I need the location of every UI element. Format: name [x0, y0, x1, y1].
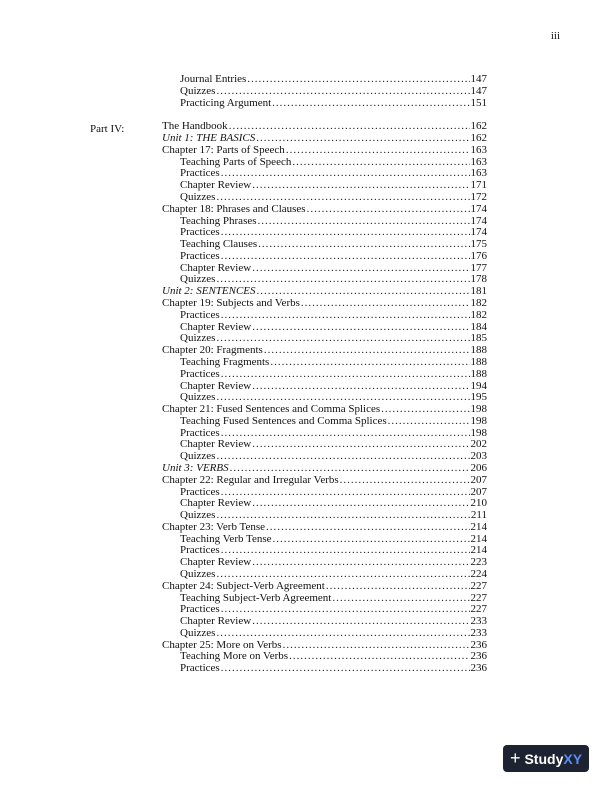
- toc-dot-leader: [258, 215, 470, 227]
- toc-dot-leader: [286, 144, 470, 156]
- toc-entry-page: 210: [470, 497, 487, 510]
- toc-dot-leader: [332, 592, 469, 604]
- toc-entry-page: 188: [470, 344, 487, 357]
- toc-dot-leader: [216, 85, 469, 97]
- toc-entry: [180, 438, 487, 450]
- toc-entry-title: Quizzes: [180, 84, 216, 97]
- toc-entry: [180, 544, 487, 556]
- toc-entry: [180, 427, 487, 439]
- toc-entry: [162, 639, 487, 651]
- toc-entry-title: Unit 3: VERBS: [162, 461, 229, 474]
- toc-entry: [162, 144, 487, 156]
- toc-entry: [180, 321, 487, 333]
- part-label: Part IV:: [90, 123, 125, 135]
- toc-entry-title: Chapter 25: More on Verbs: [162, 638, 282, 651]
- toc-dot-leader: [216, 509, 469, 521]
- toc-entry-title: Practicing Argument: [180, 96, 272, 109]
- toc-entry-page: 172: [470, 191, 487, 204]
- toc-entry-title: Chapter Review: [180, 379, 252, 392]
- toc-entry-page: 214: [470, 532, 487, 545]
- toc-entry-title: Practices: [180, 367, 220, 380]
- toc-entry-title: Teaching Fragments: [180, 355, 270, 368]
- toc-dot-leader: [216, 568, 469, 580]
- toc-dot-leader: [221, 544, 470, 556]
- toc-dot-leader: [252, 321, 469, 333]
- toc-entry-title: Teaching Phrases: [180, 214, 257, 227]
- toc-entry-title: Journal Entries: [180, 73, 247, 85]
- toc-dot-leader: [221, 603, 470, 615]
- toc-dot-leader: [221, 368, 470, 380]
- toc-entry-page: 182: [470, 308, 487, 321]
- toc-entry: [180, 556, 487, 568]
- toc-entry: [180, 662, 487, 674]
- toc-dot-leader: [272, 97, 469, 109]
- toc-dot-leader: [229, 120, 470, 132]
- toc-entry-page: 174: [470, 214, 487, 227]
- toc-entry: [180, 497, 487, 509]
- toc-entry-title: Quizzes: [180, 191, 216, 204]
- toc-entry: [180, 486, 487, 498]
- toc-entry: [162, 521, 487, 533]
- toc-entry-page: 174: [470, 202, 487, 215]
- toc-entry: [180, 250, 487, 262]
- toc-entry-title: Chapter Review: [180, 179, 252, 192]
- toc-entry-title: Practices: [180, 544, 220, 557]
- toc-dot-leader: [252, 262, 469, 274]
- toc-dot-leader: [221, 662, 470, 674]
- toc-entry-page: 175: [470, 238, 487, 251]
- toc-dot-leader: [264, 344, 470, 356]
- toc-dot-leader: [270, 356, 469, 368]
- toc-entry: [180, 309, 487, 321]
- toc-entry-title: Quizzes: [180, 626, 216, 639]
- toc-dot-leader: [340, 474, 470, 486]
- toc-dot-leader: [252, 179, 469, 191]
- toc-dot-leader: [252, 497, 469, 509]
- toc-entry: [162, 462, 487, 474]
- toc-entry-page: 214: [470, 544, 487, 557]
- toc-entry-page: 214: [470, 520, 487, 533]
- toc-entry-page: 176: [470, 249, 487, 262]
- toc-entry-title: Teaching Fused Sentences and Comma Splices: [180, 414, 387, 427]
- toc-entry-title: Teaching Subject-Verb Agreement: [180, 591, 332, 604]
- plus-icon: +: [509, 748, 521, 768]
- toc-entry-page: 162: [470, 132, 487, 145]
- toc-entry-page: 147: [470, 73, 487, 85]
- toc-dot-leader: [221, 167, 470, 179]
- toc-entry-page: 182: [470, 297, 487, 310]
- toc-entry: [180, 391, 487, 403]
- toc-entry: [162, 580, 487, 592]
- toc-entry-title: Practices: [180, 485, 220, 498]
- toc-entry-page: 207: [470, 473, 487, 486]
- toc-entry: [162, 474, 487, 486]
- toc-dot-leader: [216, 391, 469, 403]
- toc-dot-leader: [381, 403, 469, 415]
- toc-entry: [180, 356, 487, 368]
- toc-entry-page: 177: [470, 261, 487, 274]
- toc-entry: [180, 226, 487, 238]
- toc-entry-page: 207: [470, 485, 487, 498]
- toc-entry-page: 233: [470, 626, 487, 639]
- toc-entry-page: 227: [470, 591, 487, 604]
- toc-entry: [162, 297, 487, 309]
- toc-entry: [180, 380, 487, 392]
- toc-entry-page: 174: [470, 226, 487, 239]
- toc-dot-leader: [252, 556, 469, 568]
- toc-entry-page: 185: [470, 332, 487, 345]
- toc-entry-page: 233: [470, 615, 487, 628]
- toc-entry-page: 206: [470, 461, 487, 474]
- toc-entry-page: 198: [470, 426, 487, 439]
- toc-entry-title: Practices: [180, 662, 220, 675]
- toc-entry-title: Quizzes: [180, 332, 216, 345]
- toc-entry-title: Chapter 19: Subjects and Verbs: [162, 297, 300, 310]
- toc-entry-page: 178: [470, 273, 487, 286]
- toc-dot-leader: [266, 521, 470, 533]
- toc-entry-page: 184: [470, 320, 487, 333]
- toc-entry: [180, 627, 487, 639]
- toc-entry-page: 171: [470, 179, 487, 192]
- toc-dot-leader: [289, 650, 469, 662]
- toc-entry-title: Chapter 23: Verb Tense: [162, 520, 265, 533]
- toc-dot-leader: [221, 250, 470, 262]
- toc-entry: [162, 403, 487, 415]
- toc-entry: [180, 262, 487, 274]
- toc-entry: [180, 191, 487, 203]
- toc-entry: [180, 73, 487, 85]
- toc-entry: [180, 592, 487, 604]
- toc-entry: [162, 285, 487, 297]
- toc-entry: [162, 132, 487, 144]
- toc-entry-title: Chapter 21: Fused Sentences and Comma Splices: [162, 403, 381, 416]
- toc-entry-page: 223: [470, 556, 487, 569]
- toc-entry-title: Quizzes: [180, 567, 216, 580]
- toc-entry-page: 198: [470, 414, 487, 427]
- toc-entry-page: 236: [470, 662, 487, 675]
- studyxy-logo[interactable]: [503, 745, 589, 772]
- toc-entry-page: 202: [470, 438, 487, 451]
- toc-entry-title: Teaching Verb Tense: [180, 532, 272, 545]
- toc-dot-leader: [221, 226, 470, 238]
- toc-entry-title: Practices: [180, 426, 220, 439]
- toc-entry-page: 195: [470, 391, 487, 404]
- toc-entry: [180, 156, 487, 168]
- toc-entry-title: Chapter Review: [180, 320, 252, 333]
- toc-dot-leader: [247, 73, 469, 85]
- toc-dot-leader: [216, 450, 469, 462]
- toc-entry-page: 211: [470, 509, 487, 522]
- toc-entry-page: 194: [470, 379, 487, 392]
- toc-dot-leader: [257, 285, 470, 297]
- toc-entry-title: Chapter Review: [180, 438, 252, 451]
- toc-dot-leader: [258, 238, 469, 250]
- toc-entry-title: Chapter 18: Phrases and Clauses: [162, 202, 306, 215]
- toc-entry-title: Teaching Parts of Speech: [180, 155, 292, 168]
- toc-entry-title: Chapter Review: [180, 556, 252, 569]
- toc-entry: [162, 203, 487, 215]
- toc-dot-leader: [326, 580, 470, 592]
- toc-dot-leader: [216, 273, 469, 285]
- toc-dot-leader: [252, 380, 469, 392]
- toc-dot-leader: [230, 462, 470, 474]
- toc-entry-title: Chapter Review: [180, 497, 252, 510]
- toc-dot-leader: [252, 438, 469, 450]
- logo-xy-text: XY: [563, 750, 583, 767]
- toc-entry-page: 147: [470, 84, 487, 97]
- toc-dot-leader: [307, 203, 470, 215]
- toc-entry-title: Chapter 24: Subject-Verb Agreement: [162, 579, 325, 592]
- toc-entry-page: 163: [470, 167, 487, 180]
- toc-entry: [180, 603, 487, 615]
- toc-entry-title: Quizzes: [180, 273, 216, 286]
- toc-entry-page: 188: [470, 355, 487, 368]
- toc-entry: [180, 568, 487, 580]
- toc-entry: [180, 332, 487, 344]
- toc-dot-leader: [216, 332, 469, 344]
- toc-dot-leader: [292, 156, 469, 168]
- toc-entry-title: Practices: [180, 226, 220, 239]
- toc-entry-title: Chapter 22: Regular and Irregular Verbs: [162, 473, 339, 486]
- toc-entry-title: Chapter 20: Fragments: [162, 344, 263, 357]
- toc-entry-page: 163: [470, 155, 487, 168]
- toc-dot-leader: [252, 615, 469, 627]
- logo-study-text: Study: [524, 750, 564, 767]
- toc-dot-leader: [221, 309, 470, 321]
- toc-entry-title: The Handbook: [162, 120, 228, 133]
- toc-dot-leader: [388, 415, 470, 427]
- toc-entry-page: 236: [470, 638, 487, 651]
- toc-dot-leader: [216, 627, 469, 639]
- toc-entry-page: 181: [470, 285, 487, 298]
- toc-entry-title: Quizzes: [180, 450, 216, 463]
- toc-dot-leader: [221, 427, 470, 439]
- toc-entry: [180, 273, 487, 285]
- toc-entry-title: Practices: [180, 603, 220, 616]
- toc-entry: [162, 344, 487, 356]
- toc-entry-title: Unit 1: THE BASICS: [162, 132, 256, 145]
- toc-entry: [180, 615, 487, 627]
- toc-entry: [180, 368, 487, 380]
- toc-entry: [162, 120, 487, 132]
- toc-entry-title: Practices: [180, 308, 220, 321]
- toc-entry-title: Teaching More on Verbs: [180, 650, 289, 663]
- toc-entry-page: 188: [470, 367, 487, 380]
- toc-entry-title: Chapter 17: Parts of Speech: [162, 143, 285, 156]
- toc-entry-page: 236: [470, 650, 487, 663]
- toc-dot-leader: [221, 486, 470, 498]
- toc-entry-page: 227: [470, 603, 487, 616]
- toc-dot-leader: [216, 191, 469, 203]
- toc-entry: [180, 450, 487, 462]
- toc-entry: [180, 533, 487, 545]
- toc-entry: [180, 215, 487, 227]
- toc-entry-page: 163: [470, 143, 487, 156]
- toc-entry-page: 224: [470, 567, 487, 580]
- toc-entry-title: Quizzes: [180, 509, 216, 522]
- toc-entry: [180, 97, 487, 109]
- toc-entry: [180, 85, 487, 97]
- toc-dot-leader: [256, 132, 469, 144]
- toc-dot-leader: [301, 297, 470, 309]
- toc-entry-title: Chapter Review: [180, 261, 252, 274]
- toc-entry-page: 162: [470, 120, 487, 133]
- toc-entry: [180, 415, 487, 427]
- toc-entry-title: Quizzes: [180, 391, 216, 404]
- toc-entry-title: Practices: [180, 167, 220, 180]
- toc-dot-leader: [273, 533, 470, 545]
- page-number: iii: [550, 30, 560, 42]
- toc-entry: [180, 650, 487, 662]
- toc-entry-page: 203: [470, 450, 487, 463]
- toc-entry: [180, 167, 487, 179]
- toc-entry: [180, 509, 487, 521]
- toc-entry: [180, 179, 487, 191]
- toc-entry-title: Teaching Clauses: [180, 238, 258, 251]
- toc-dot-leader: [283, 639, 470, 651]
- toc-entry-page: 151: [470, 96, 487, 109]
- toc-entry-page: 227: [470, 579, 487, 592]
- toc-entry-title: Practices: [180, 249, 220, 262]
- toc-entry-page: 198: [470, 403, 487, 416]
- toc-entry-title: Unit 2: SENTENCES: [162, 285, 256, 298]
- toc-entry-title: Chapter Review: [180, 615, 252, 628]
- toc-entry: [180, 238, 487, 250]
